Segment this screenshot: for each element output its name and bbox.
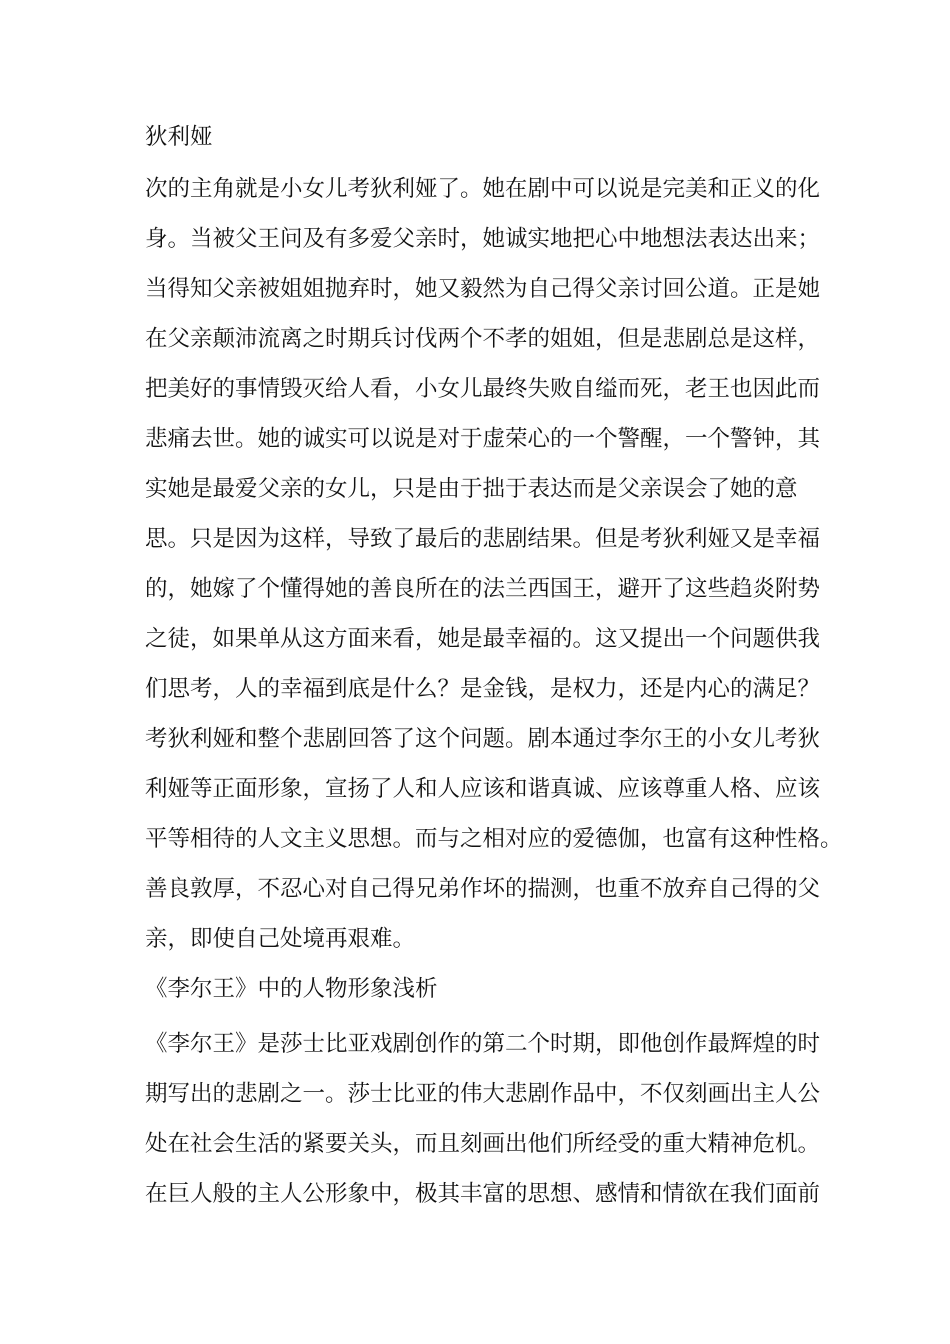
text-line: 《李尔王》是莎士比亚戏剧创作的第二个时期，即他创作最辉煌的时 (145, 1031, 821, 1057)
text-line: 考狄利娅和整个悲剧回答了这个问题。剧本通过李尔王的小女儿考狄 (145, 726, 821, 752)
text-line: 善良敦厚，不忍心对自己得兄弟作坏的揣测，也重不放弃自己得的父 (145, 876, 821, 902)
text-line: 在巨人般的主人公形象中，极其丰富的思想、感情和情欲在我们面前 (145, 1181, 821, 1207)
text-line: 平等相待的人文主义思想。而与之相对应的爱德伽，也富有这种性格。 (145, 826, 843, 852)
text-line: 处在社会生活的紧要关头，而且刻画出他们所经受的重大精神危机。 (145, 1131, 821, 1157)
text-line: 的，她嫁了个懂得她的善良所在的法兰西国王，避开了这些趋炎附势 (145, 576, 821, 602)
section-heading: 《李尔王》中的人物形象浅析 (145, 976, 438, 1002)
section-heading: 狄利娅 (145, 124, 213, 150)
text-line: 利娅等正面形象，宣扬了人和人应该和谐真诚、应该尊重人格、应该 (145, 776, 821, 802)
text-line: 们思考，人的幸福到底是什么？是金钱，是权力，还是内心的满足？ (145, 676, 821, 702)
text-line: 身。当被父王问及有多爱父亲时，她诚实地把心中地想法表达出来； (145, 226, 821, 252)
text-line: 当得知父亲被姐姐抛弃时，她又毅然为自己得父亲讨回公道。正是她 (145, 276, 821, 302)
text-line: 期写出的悲剧之一。莎士比亚的伟大悲剧作品中，不仅刻画出主人公 (145, 1081, 821, 1107)
text-line: 亲，即使自己处境再艰难。 (145, 926, 416, 952)
text-line: 把美好的事情毁灭给人看，小女儿最终失败自缢而死，老王也因此而 (145, 376, 821, 402)
text-line: 思。只是因为这样，导致了最后的悲剧结果。但是考狄利娅又是幸福 (145, 526, 821, 552)
text-line: 悲痛去世。她的诚实可以说是对于虚荣心的一个警醒，一个警钟，其 (145, 426, 821, 452)
text-line: 之徒，如果单从这方面来看，她是最幸福的。这又提出一个问题供我 (145, 626, 821, 652)
text-line: 实她是最爱父亲的女儿，只是由于拙于表达而是父亲误会了她的意 (145, 476, 798, 502)
text-line: 次的主角就是小女儿考狄利娅了。她在剧中可以说是完美和正义的化 (145, 176, 821, 202)
text-line: 在父亲颠沛流离之时期兵讨伐两个不孝的姐姐，但是悲剧总是这样， (145, 326, 821, 352)
